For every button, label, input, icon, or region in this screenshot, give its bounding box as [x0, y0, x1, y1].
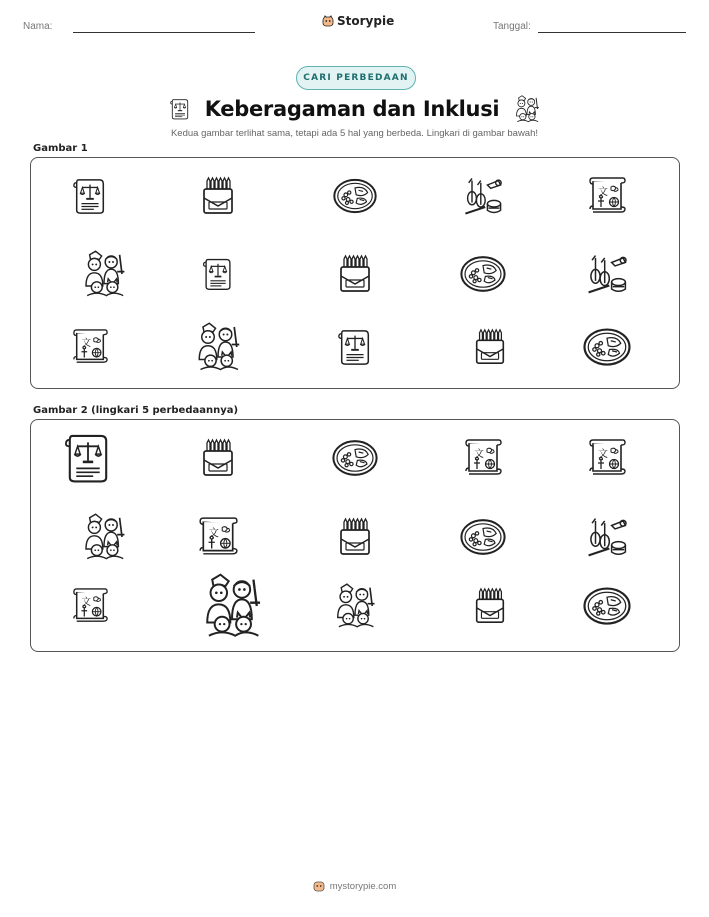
panel2-cell[interactable]	[459, 513, 507, 561]
languages-scroll-icon	[587, 438, 627, 478]
name-label: Nama:	[23, 21, 53, 32]
panel2-cell[interactable]	[584, 514, 630, 560]
music-instruments-icon	[461, 174, 505, 218]
languages-scroll-icon	[71, 328, 109, 366]
panel1-cell	[332, 173, 378, 219]
crayons-box-icon	[198, 176, 238, 216]
panel1-cell	[471, 328, 509, 366]
languages-scroll-icon	[463, 438, 503, 478]
page-title	[160, 92, 550, 126]
panel1-cell	[335, 254, 375, 294]
panel2-cell[interactable]	[587, 438, 627, 478]
food-plate-icon	[582, 581, 632, 631]
crayons-box-icon	[471, 587, 509, 625]
panel1-cell	[71, 328, 109, 366]
panel2-cell[interactable]	[199, 573, 265, 639]
diverse-friends-icon	[332, 583, 378, 629]
languages-scroll-icon	[71, 587, 109, 625]
panel1-cell	[584, 251, 630, 297]
panel1-cell	[71, 177, 109, 215]
panel1-cell	[193, 322, 243, 372]
brand-name: Storypie	[337, 14, 395, 28]
diverse-friends-icon	[199, 573, 265, 639]
food-plate-icon	[582, 322, 632, 372]
panel2-cell[interactable]	[80, 513, 128, 561]
panel2-cell[interactable]	[197, 516, 239, 558]
diverse-friends-icon	[193, 322, 243, 372]
brand-logo	[322, 14, 394, 28]
panel2-label: Gambar 2 (lingkari 5 perbedaannya)	[33, 405, 239, 416]
panel1-cell	[587, 176, 627, 216]
instructions: Kedua gambar terlihat sama, tetapi ada 5 hal yang berbeda. Lingkari di gambar bawah!	[170, 128, 539, 139]
crayons-box-icon	[198, 438, 238, 478]
panel1-cell	[201, 257, 235, 291]
languages-scroll-icon	[197, 516, 239, 558]
panel1-label: Gambar 1	[33, 143, 88, 154]
panel2-cell[interactable]	[471, 587, 509, 625]
panel1-cell	[459, 250, 507, 298]
crayons-box-icon	[471, 328, 509, 366]
diverse-friends-icon	[80, 250, 128, 298]
panel2-cell[interactable]	[198, 438, 238, 478]
footer-url: mystorypie.com	[329, 880, 397, 892]
panel1-cell	[461, 174, 505, 218]
panel1-cell	[80, 250, 128, 298]
law-scroll-icon	[336, 328, 374, 366]
law-scroll-icon	[169, 97, 191, 121]
law-scroll-icon	[201, 257, 235, 291]
panel2-cell[interactable]	[71, 587, 109, 625]
date-label: Tanggal:	[493, 21, 531, 32]
storypie-mascot-icon	[313, 880, 325, 892]
panel2-cell[interactable]	[332, 583, 378, 629]
music-instruments-icon	[584, 251, 630, 297]
name-line[interactable]	[73, 32, 255, 33]
panel2-cell[interactable]	[463, 438, 503, 478]
activity-badge: CARI PERBEDAAN	[296, 66, 416, 90]
law-scroll-icon	[71, 177, 109, 215]
footer	[0, 880, 709, 892]
food-plate-icon	[331, 434, 379, 482]
date-line[interactable]	[538, 32, 686, 33]
storypie-mascot-icon	[322, 15, 334, 27]
law-scroll-icon	[62, 432, 114, 484]
panel1-cell	[582, 322, 632, 372]
panel1-cell	[198, 176, 238, 216]
title-text: Keberagaman dan Inklusi	[204, 97, 500, 121]
music-instruments-icon	[584, 514, 630, 560]
panel2-cell[interactable]	[62, 432, 114, 484]
panel2-cell[interactable]	[335, 517, 375, 557]
food-plate-icon	[459, 513, 507, 561]
panel1-cell	[336, 328, 374, 366]
panel2-cell[interactable]	[582, 581, 632, 631]
diverse-friends-icon	[513, 95, 541, 123]
food-plate-icon	[459, 250, 507, 298]
crayons-box-icon	[335, 254, 375, 294]
food-plate-icon	[332, 173, 378, 219]
languages-scroll-icon	[587, 176, 627, 216]
panel2-cell[interactable]	[331, 434, 379, 482]
crayons-box-icon	[335, 517, 375, 557]
diverse-friends-icon	[80, 513, 128, 561]
